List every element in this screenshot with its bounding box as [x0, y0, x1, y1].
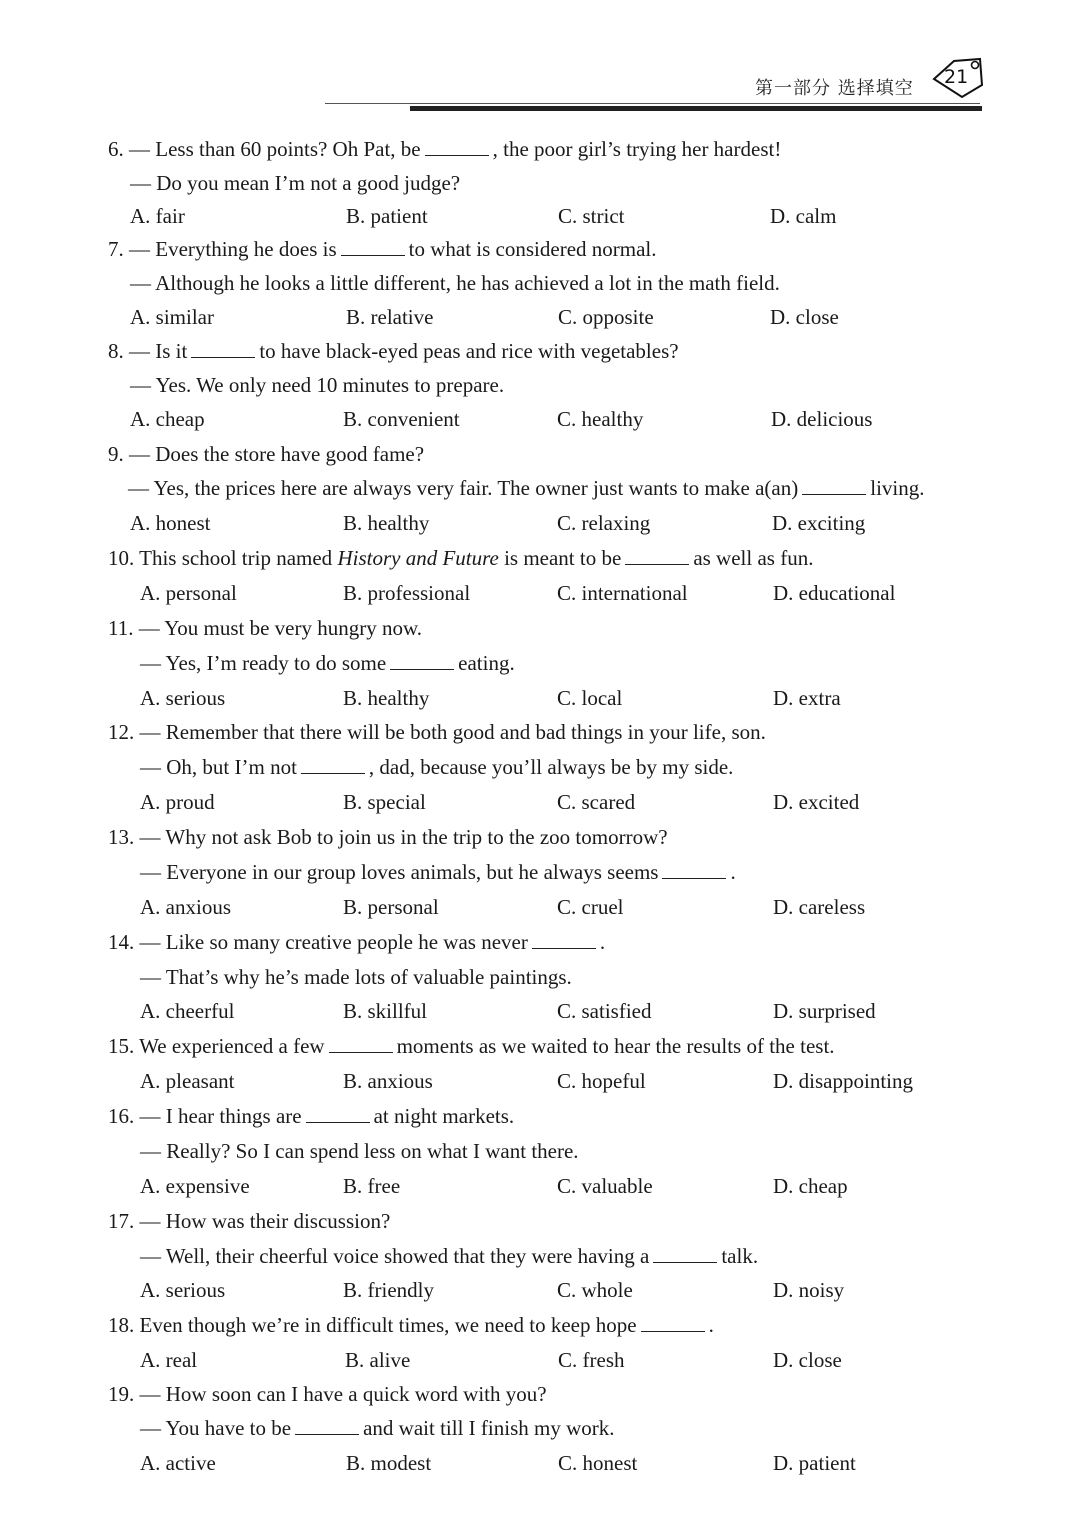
question-13-line-1: 13. — Why not ask Bob to join us in the trip to the zoo tomorrow?	[108, 825, 668, 849]
option-b[interactable]: B. healthy	[343, 686, 430, 710]
option-d[interactable]: D. calm	[770, 204, 837, 228]
question-7-line-2: — Although he looks a little different, he has achieved a lot in the math field.	[130, 271, 780, 295]
option-d[interactable]: D. patient	[773, 1451, 856, 1475]
question-13-line-2: — Everyone in our group loves animals, but he always seems .	[140, 860, 736, 884]
option-b[interactable]: B. alive	[345, 1348, 411, 1372]
question-9-line-1: 9. — Does the store have good fame?	[108, 442, 425, 466]
answer-blank[interactable]	[625, 546, 689, 565]
option-a[interactable]: A. serious	[140, 686, 226, 710]
option-a[interactable]: A. active	[140, 1451, 216, 1475]
option-b[interactable]: B. anxious	[343, 1069, 433, 1093]
option-b[interactable]: B. patient	[346, 204, 428, 228]
question-6-line-1: 6. — Less than 60 points? Oh Pat, be , the poor girl’s trying her hardest!	[108, 137, 782, 161]
option-b[interactable]: B. modest	[346, 1451, 432, 1475]
option-c[interactable]: C. opposite	[558, 305, 654, 329]
option-c[interactable]: C. fresh	[558, 1348, 625, 1372]
answer-blank[interactable]	[301, 755, 365, 774]
option-b[interactable]: B. professional	[343, 581, 471, 605]
question-18-line-1: 18. Even though we’re in difficult times, we need to keep hope .	[108, 1313, 714, 1337]
option-d[interactable]: D. surprised	[773, 999, 876, 1023]
answer-blank[interactable]	[532, 930, 596, 949]
option-c[interactable]: C. satisfied	[557, 999, 652, 1023]
option-d[interactable]: D. exciting	[772, 511, 866, 535]
option-d[interactable]: D. close	[773, 1348, 842, 1372]
option-b[interactable]: B. special	[343, 790, 426, 814]
option-a[interactable]: A. proud	[140, 790, 215, 814]
option-a[interactable]: A. fair	[130, 204, 185, 228]
section-title: 第一部分 选择填空	[755, 78, 914, 99]
option-c[interactable]: C. honest	[558, 1451, 638, 1475]
option-b[interactable]: B. friendly	[343, 1278, 434, 1302]
question-11-line-2: — Yes, I’m ready to do some eating.	[140, 651, 515, 675]
option-a[interactable]: A. anxious	[140, 895, 231, 919]
option-c[interactable]: C. hopeful	[557, 1069, 646, 1093]
question-8-line-1: 8. — Is it to have black-eyed peas and rice with vegetables?	[108, 339, 679, 363]
option-a[interactable]: A. real	[140, 1348, 198, 1372]
option-d[interactable]: D. extra	[773, 686, 841, 710]
option-c[interactable]: C. relaxing	[557, 511, 651, 535]
option-d[interactable]: D. cheap	[773, 1174, 848, 1198]
answer-blank[interactable]	[802, 476, 866, 495]
option-c[interactable]: C. cruel	[557, 895, 624, 919]
option-d[interactable]: D. delicious	[771, 407, 873, 431]
option-c[interactable]: C. valuable	[557, 1174, 653, 1198]
option-d[interactable]: D. careless	[773, 895, 866, 919]
option-a[interactable]: A. cheerful	[140, 999, 235, 1023]
question-14-line-2: — That’s why he’s made lots of valuable paintings.	[140, 965, 572, 989]
question-12-line-1: 12. — Remember that there will be both good and bad things in your life, son.	[108, 720, 766, 744]
question-19-line-1: 19. — How soon can I have a quick word with you?	[108, 1382, 547, 1406]
option-b[interactable]: B. healthy	[343, 511, 430, 535]
option-a[interactable]: A. similar	[130, 305, 214, 329]
question-15-line-1: 15. We experienced a few moments as we waited to hear the results of the test.	[108, 1034, 835, 1058]
question-8-line-2: — Yes. We only need 10 minutes to prepare.	[130, 373, 505, 397]
option-a[interactable]: A. personal	[140, 581, 237, 605]
answer-blank[interactable]	[191, 339, 255, 358]
option-d[interactable]: D. disappointing	[773, 1069, 913, 1093]
question-9-line-2: — Yes, the prices here are always very fair. The owner just wants to make a(an) living.	[128, 476, 925, 500]
answer-blank[interactable]	[306, 1104, 370, 1123]
option-c[interactable]: C. local	[557, 686, 623, 710]
answer-blank[interactable]	[329, 1034, 393, 1053]
option-d[interactable]: D. educational	[773, 581, 896, 605]
answer-blank[interactable]	[662, 860, 726, 879]
answer-blank[interactable]	[653, 1244, 717, 1263]
option-d[interactable]: D. excited	[773, 790, 860, 814]
option-a[interactable]: A. honest	[130, 511, 211, 535]
option-c[interactable]: C. strict	[558, 204, 625, 228]
question-19-line-2: — You have to be and wait till I finish my work.	[140, 1416, 615, 1440]
answer-blank[interactable]	[425, 137, 489, 156]
option-b[interactable]: B. skillful	[343, 999, 428, 1023]
page-number: 21	[944, 66, 969, 88]
option-b[interactable]: B. relative	[346, 305, 434, 329]
option-a[interactable]: A. cheap	[130, 407, 205, 431]
option-c[interactable]: C. scared	[557, 790, 636, 814]
question-7-line-1: 7. — Everything he does is to what is considered normal.	[108, 237, 657, 261]
answer-blank[interactable]	[390, 651, 454, 670]
option-a[interactable]: A. serious	[140, 1278, 226, 1302]
option-b[interactable]: B. personal	[343, 895, 439, 919]
question-16-line-2: — Really? So I can spend less on what I want there.	[140, 1139, 579, 1163]
option-a[interactable]: A. pleasant	[140, 1069, 235, 1093]
option-c[interactable]: C. healthy	[557, 407, 644, 431]
option-c[interactable]: C. international	[557, 581, 688, 605]
question-11-line-1: 11. — You must be very hungry now.	[108, 616, 423, 640]
answer-blank[interactable]	[341, 237, 405, 256]
question-17-line-1: 17. — How was their discussion?	[108, 1209, 391, 1233]
question-14-line-1: 14. — Like so many creative people he was never .	[108, 930, 606, 954]
option-c[interactable]: C. whole	[557, 1278, 633, 1302]
question-10-line-1: 10. This school trip named History and Future is meant to be as well as fun.	[108, 546, 814, 570]
option-d[interactable]: D. noisy	[773, 1278, 845, 1302]
option-b[interactable]: B. free	[343, 1174, 401, 1198]
question-6-line-2: — Do you mean I’m not a good judge?	[130, 171, 461, 195]
question-12-line-2: — Oh, but I’m not , dad, because you’ll always be by my side.	[140, 755, 734, 779]
question-16-line-1: 16. — I hear things are at night markets.	[108, 1104, 515, 1128]
option-d[interactable]: D. close	[770, 305, 839, 329]
answer-blank[interactable]	[641, 1313, 705, 1332]
answer-blank[interactable]	[295, 1416, 359, 1435]
question-17-line-2: — Well, their cheerful voice showed that they were having a talk.	[140, 1244, 759, 1268]
option-a[interactable]: A. expensive	[140, 1174, 250, 1198]
option-b[interactable]: B. convenient	[343, 407, 460, 431]
